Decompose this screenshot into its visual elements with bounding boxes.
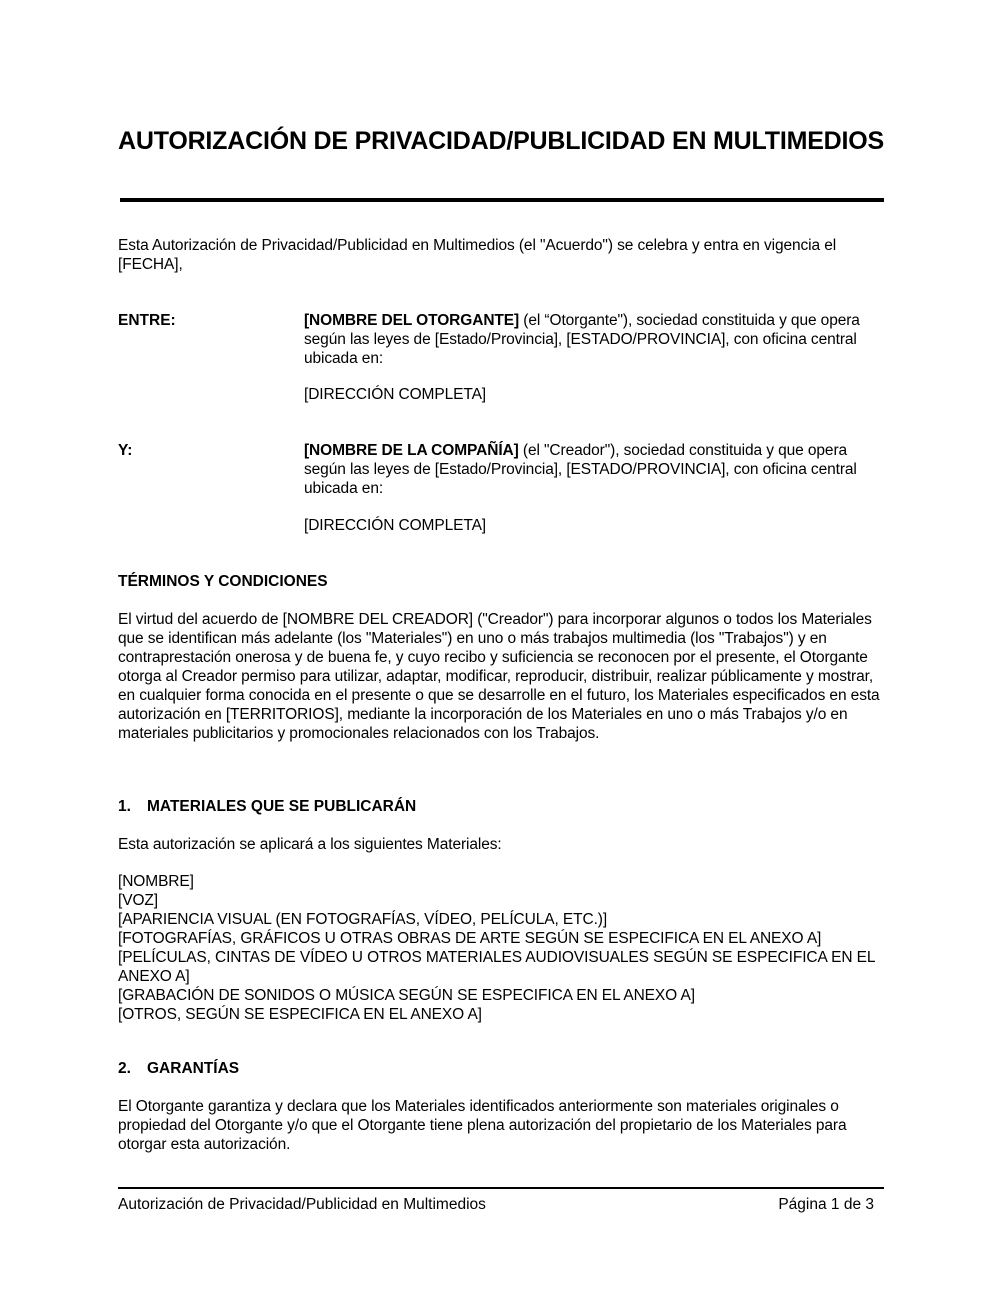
party-description <box>304 441 864 498</box>
party-address: [DIRECCIÓN COMPLETA] <box>304 386 487 403</box>
party-address: [DIRECCIÓN COMPLETA] <box>304 517 487 534</box>
section-2-heading <box>118 1059 239 1078</box>
list-item: [FOTOGRAFÍAS, GRÁFICOS U OTRAS OBRAS DE ARTE SEGÚN SE ESPECIFICA EN EL ANEXO A] <box>118 930 822 947</box>
terms-paragraph: El virtud del acuerdo de [NOMBRE DEL CREADOR] ("Creador") para incorporar algunos o todos los Materiales que se identifican más adelante (los "Materiales") en uno o más trabajos multimedia (los "Trabajos") y en contraprestación onerosa y de buena fe, y cuyo recibo y suficiencia se reconocen por el presente, el Otorgante otorga al Creador permiso para utilizar, adaptar, modificar, reproducir, distribuir, realizar públicamente y mostrar, en cualquier forma conocida en el presente o que se desarrolle en el futuro, los Materiales especificados en esta autorización en [TERRITORIOS], mediante la incorporación de los Materiales en uno o más Trabajos y/o en materiales publicitarios y promocionales relacionados con los Trabajos. <box>118 611 880 742</box>
list-item: [APARIENCIA VISUAL (EN FOTOGRAFÍAS, VÍDEO, PELÍCULA, ETC.)] <box>118 911 608 928</box>
section-number: 1. <box>118 798 131 815</box>
materials-list <box>118 872 884 1024</box>
section-title: MATERIALES QUE SE PUBLICARÁN <box>147 798 417 815</box>
section-1-heading <box>118 797 416 816</box>
party-name: [NOMBRE DEL OTORGANTE] <box>304 312 520 329</box>
party-label: Y: <box>118 442 133 459</box>
section-2-paragraph: El Otorgante garantiza y declara que los Materiales identificados anteriormente son materiales originales o propiedad del Otorgante y/o que el Otorgante tiene plena autorización del propietario de los Materiales para otorgar esta autorización. <box>118 1098 847 1153</box>
party-label: ENTRE: <box>118 312 176 329</box>
terms-heading: TÉRMINOS Y CONDICIONES <box>118 573 328 590</box>
document-title: AUTORIZACIÓN DE PRIVACIDAD/PUBLICIDAD EN MULTIMEDIOS <box>118 127 884 155</box>
list-item: [NOMBRE] <box>118 873 194 890</box>
list-item: [VOZ] <box>118 892 158 909</box>
list-item: [OTROS, SEGÚN SE ESPECIFICA EN EL ANEXO A] <box>118 1006 482 1023</box>
section-number: 2. <box>118 1060 131 1077</box>
document-page <box>118 0 884 1290</box>
party-description <box>304 311 864 368</box>
intro-paragraph: Esta Autorización de Privacidad/Publicidad en Multimedios (el "Acuerdo") se celebra y entra en vigencia el [FECHA], <box>118 237 837 273</box>
party-details: (el "Creador"), sociedad constituida y que opera según las leyes de [Estado/Provincia], [ESTADO/PROVINCIA], con oficina central ubicada en: <box>304 442 857 497</box>
party-details: (el “Otorgante"), sociedad constituida y que opera según las leyes de [Estado/Provincia], [ESTADO/PROVINCIA], con oficina central ubicada en: <box>304 312 860 367</box>
section-1-paragraph: Esta autorización se aplicará a los siguientes Materiales: <box>118 836 502 853</box>
party-name: [NOMBRE DE LA COMPAÑÍA] <box>304 442 519 459</box>
list-item: [PELÍCULAS, CINTAS DE VÍDEO U OTROS MATERIALES AUDIOVISUALES SEGÚN SE ESPECIFICA EN EL ANEXO A] <box>118 949 875 985</box>
footer-divider <box>118 1187 884 1189</box>
page-number: Página 1 de 3 <box>778 1196 874 1213</box>
section-title: GARANTÍAS <box>147 1060 240 1077</box>
list-item: [GRABACIÓN DE SONIDOS O MÚSICA SEGÚN SE ESPECIFICA EN EL ANEXO A] <box>118 987 695 1004</box>
title-divider <box>120 198 884 202</box>
footer-document-title: Autorización de Privacidad/Publicidad en Multimedios <box>118 1196 486 1213</box>
